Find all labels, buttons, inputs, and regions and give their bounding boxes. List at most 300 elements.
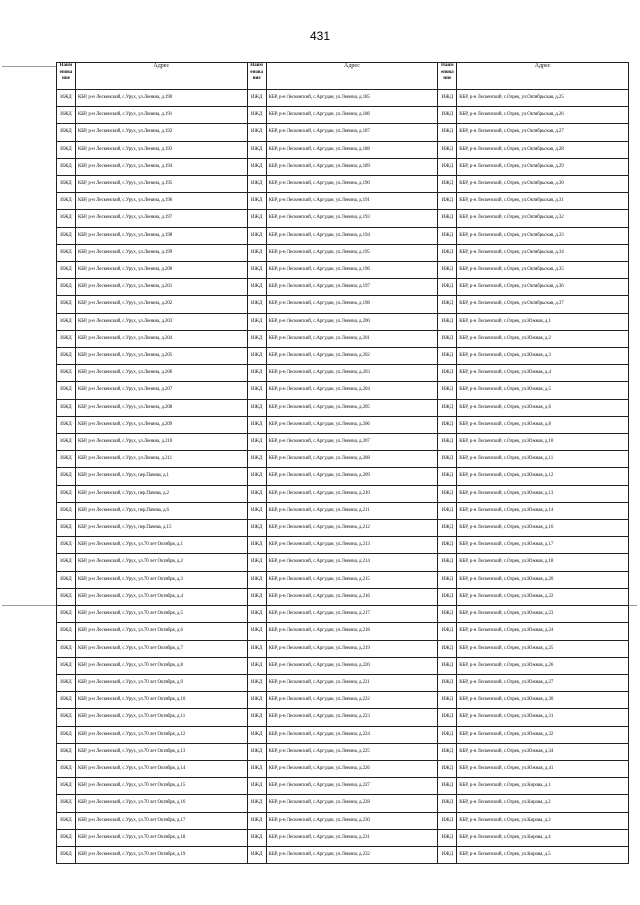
page-number: 431 bbox=[309, 29, 331, 43]
table-row bbox=[57, 502, 629, 519]
address-cell: КБР, р-н Лескенский, с.Озрек, ул.Кирова, д.4 bbox=[457, 829, 629, 846]
address-cell: КБР, р-н Лескенский, с.Аргудан, ул.Ленина, д.232 bbox=[266, 846, 438, 863]
address-cell: КБР, р-н Лескенский, с.Аргудан, ул.Ленина, д.195 bbox=[266, 244, 438, 261]
object-type-cell: ИЖД bbox=[57, 141, 76, 158]
address-cell: КБР, р-н Лескенский, с.Озрек, ул.Октябрьская, д.27 bbox=[457, 124, 629, 141]
address-cell: КБР, р-н Лескенский, с.Аргудан, ул.Ленина, д.224 bbox=[266, 726, 438, 743]
table-row bbox=[57, 588, 629, 605]
address-cell: КБР, р-н Лескенский, с.Озрек, ул.Южная, д.10 bbox=[457, 434, 629, 451]
object-type-cell: ИЖД bbox=[57, 588, 76, 605]
object-type-cell: ИЖД bbox=[57, 692, 76, 709]
address-cell: КБР, р-н Лескенский, с.Озрек, ул.Южная, д.4 bbox=[457, 365, 629, 382]
object-type-cell: ИЖД bbox=[57, 107, 76, 124]
object-type-cell: ИЖД bbox=[57, 674, 76, 691]
address-cell: КБР, р-н Лескенский, с.Урух, ул.70 лет Октября, д.19 bbox=[75, 846, 247, 863]
object-type-cell: ИЖД bbox=[247, 829, 266, 846]
address-cell: КБР, р-н Лескенский, с.Урух, ул.Ленина, д.199 bbox=[75, 244, 247, 261]
object-type-cell: ИЖД bbox=[57, 399, 76, 416]
table-row bbox=[57, 778, 629, 795]
address-cell: КБР, р-н Лескенский, с.Озрек, ул.Южная, д.23 bbox=[457, 606, 629, 623]
address-cell: КБР, р-н Лескенский, с.Урух, ул.Ленина, д.204 bbox=[75, 330, 247, 347]
address-cell: КБР, р-н Лескенский, с.Аргудан, ул.Ленина, д.216 bbox=[266, 588, 438, 605]
address-cell: КБР, р-н Лескенский, с.Урух, пер.Пачева, д.6 bbox=[75, 502, 247, 519]
object-type-cell: ИЖД bbox=[247, 795, 266, 812]
address-cell: КБР, р-н Лескенский, с.Урух, ул.70 лет Октября, д.7 bbox=[75, 640, 247, 657]
object-type-cell: ИЖД bbox=[438, 244, 457, 261]
object-type-cell: ИЖД bbox=[57, 709, 76, 726]
address-cell: КБР, р-н Лескенский, с.Аргудан, ул.Ленина, д.211 bbox=[266, 502, 438, 519]
address-cell: КБР, р-н Лескенский, с.Озрек, ул.Октябрьская, д.28 bbox=[457, 141, 629, 158]
object-type-cell: ИЖД bbox=[438, 107, 457, 124]
object-type-cell: ИЖД bbox=[247, 571, 266, 588]
address-cell: КБР, р-н Лескенский, с.Озрек, ул.Южная, д.27 bbox=[457, 674, 629, 691]
address-cell: КБР, р-н Лескенский, с.Озрек, ул.Южная, д.20 bbox=[457, 571, 629, 588]
table-row bbox=[57, 795, 629, 812]
object-type-cell: ИЖД bbox=[438, 657, 457, 674]
table-row bbox=[57, 846, 629, 863]
address-cell: КБР, р-н Лескенский, с.Урух, ул.70 лет Октября, д.12 bbox=[75, 726, 247, 743]
object-type-cell: ИЖД bbox=[247, 210, 266, 227]
address-cell: КБР, р-н Лескенский, с.Озрек, ул.Южная, д.13 bbox=[457, 485, 629, 502]
object-type-cell: ИЖД bbox=[57, 623, 76, 640]
object-type-cell: ИЖД bbox=[57, 640, 76, 657]
table-row bbox=[57, 743, 629, 760]
object-type-cell: ИЖД bbox=[438, 330, 457, 347]
object-type-cell: ИЖД bbox=[247, 588, 266, 605]
table-row bbox=[57, 468, 629, 485]
address-cell: КБР, р-н Лескенский, с.Урух, ул.70 лет Октября, д.9 bbox=[75, 674, 247, 691]
address-cell: КБР, р-н Лескенский, с.Аргудан, ул.Ленина, д.200 bbox=[266, 313, 438, 330]
object-type-cell: ИЖД bbox=[438, 846, 457, 863]
address-cell: КБР, р-н Лескенский, с.Урух, ул.70 лет Октября, д.18 bbox=[75, 829, 247, 846]
column-header-address: Адрес bbox=[457, 63, 629, 90]
address-table bbox=[56, 62, 629, 864]
object-type-cell: ИЖД bbox=[57, 743, 76, 760]
object-type-cell: ИЖД bbox=[247, 657, 266, 674]
object-type-cell: ИЖД bbox=[247, 141, 266, 158]
table-row bbox=[57, 829, 629, 846]
table-row bbox=[57, 227, 629, 244]
address-cell: КБР, р-н Лескенский, с.Озрек, ул.Южная, д.17 bbox=[457, 537, 629, 554]
address-cell: КБР, р-н Лескенский, с.Озрек, ул.Октябрьская, д.31 bbox=[457, 193, 629, 210]
table-row bbox=[57, 606, 629, 623]
column-header-type: Наименование bbox=[438, 63, 457, 90]
address-cell: КБР, р-н Лескенский, с.Озрек, ул.Октябрьская, д.26 bbox=[457, 107, 629, 124]
object-type-cell: ИЖД bbox=[57, 485, 76, 502]
object-type-cell: ИЖД bbox=[57, 451, 76, 468]
address-cell: КБР, р-н Лескенский, с.Озрек, ул.Южная, д.3 bbox=[457, 348, 629, 365]
object-type-cell: ИЖД bbox=[57, 778, 76, 795]
address-cell: КБР, р-н Лескенский, с.Озрек, ул.Южная, д.6 bbox=[457, 399, 629, 416]
address-cell: КБР, р-н Лескенский, с.Урух, ул.Ленина, д.200 bbox=[75, 262, 247, 279]
object-type-cell: ИЖД bbox=[247, 399, 266, 416]
object-type-cell: ИЖД bbox=[438, 158, 457, 175]
object-type-cell: ИЖД bbox=[247, 520, 266, 537]
scan-margin-line bbox=[2, 605, 56, 606]
table-row bbox=[57, 313, 629, 330]
object-type-cell: ИЖД bbox=[57, 502, 76, 519]
object-type-cell: ИЖД bbox=[247, 846, 266, 863]
address-cell: КБР, р-н Лескенский, с.Озрек, ул.Кирова, д.1 bbox=[457, 778, 629, 795]
object-type-cell: ИЖД bbox=[438, 726, 457, 743]
table-row bbox=[57, 244, 629, 261]
address-cell: КБР, р-н Лескенский, с.Озрек, ул.Кирова, д.5 bbox=[457, 846, 629, 863]
address-cell: КБР, р-н Лескенский, с.Урух, ул.Ленина, д.197 bbox=[75, 210, 247, 227]
object-type-cell: ИЖД bbox=[247, 726, 266, 743]
address-cell: КБР, р-н Лескенский, с.Аргудан, ул.Ленина, д.213 bbox=[266, 537, 438, 554]
address-cell: КБР, р-н Лескенский, с.Урух, ул.Ленина, д.198 bbox=[75, 227, 247, 244]
object-type-cell: ИЖД bbox=[57, 846, 76, 863]
address-cell: КБР, р-н Лескенский, с.Аргудан, ул.Ленина, д.219 bbox=[266, 640, 438, 657]
address-cell: КБР, р-н Лескенский, с.Аргудан, ул.Ленина, д.231 bbox=[266, 829, 438, 846]
object-type-cell: ИЖД bbox=[247, 640, 266, 657]
object-type-cell: ИЖД bbox=[438, 399, 457, 416]
object-type-cell: ИЖД bbox=[57, 313, 76, 330]
address-cell: КБР, р-н Лескенский, с.Аргудан, ул.Ленина, д.187 bbox=[266, 124, 438, 141]
address-cell: КБР, р-н Лескенский, с.Аргудан, ул.Ленина, д.193 bbox=[266, 210, 438, 227]
address-cell: КБР, р-н Лескенский, с.Урух, ул.Ленина, д.207 bbox=[75, 382, 247, 399]
table-row bbox=[57, 399, 629, 416]
object-type-cell: ИЖД bbox=[438, 502, 457, 519]
address-cell: КБР, р-н Лескенский, с.Урух, ул.Ленина, д.194 bbox=[75, 158, 247, 175]
object-type-cell: ИЖД bbox=[438, 348, 457, 365]
address-cell: КБР, р-н Лескенский, с.Урух, ул.70 лет Октября, д.13 bbox=[75, 743, 247, 760]
address-cell: КБР, р-н Лескенский, с.Урух, ул.70 лет Октября, д.14 bbox=[75, 760, 247, 777]
object-type-cell: ИЖД bbox=[57, 434, 76, 451]
address-cell: КБР, р-н Лескенский, с.Урух, ул.Ленина, д.202 bbox=[75, 296, 247, 313]
table-row bbox=[57, 520, 629, 537]
object-type-cell: ИЖД bbox=[247, 537, 266, 554]
address-cell: КБР, р-н Лескенский, с.Аргудан, ул.Ленина, д.185 bbox=[266, 90, 438, 107]
address-cell: КБР, р-н Лескенский, с.Урух, пер.Пачева, д.1 bbox=[75, 468, 247, 485]
object-type-cell: ИЖД bbox=[247, 158, 266, 175]
address-cell: КБР, р-н Лескенский, с.Аргудан, ул.Ленина, д.210 bbox=[266, 485, 438, 502]
address-cell: КБР, р-н Лескенский, с.Аргудан, ул.Ленина, д.225 bbox=[266, 743, 438, 760]
object-type-cell: ИЖД bbox=[438, 571, 457, 588]
object-type-cell: ИЖД bbox=[247, 692, 266, 709]
object-type-cell: ИЖД bbox=[438, 210, 457, 227]
object-type-cell: ИЖД bbox=[438, 262, 457, 279]
object-type-cell: ИЖД bbox=[438, 382, 457, 399]
column-header-address: Адрес bbox=[266, 63, 438, 90]
table-row bbox=[57, 434, 629, 451]
object-type-cell: ИЖД bbox=[57, 382, 76, 399]
object-type-cell: ИЖД bbox=[247, 296, 266, 313]
object-type-cell: ИЖД bbox=[438, 227, 457, 244]
object-type-cell: ИЖД bbox=[57, 176, 76, 193]
object-type-cell: ИЖД bbox=[247, 244, 266, 261]
address-cell: КБР, р-н Лескенский, с.Аргудан, ул.Ленина, д.214 bbox=[266, 554, 438, 571]
table-row bbox=[57, 262, 629, 279]
object-type-cell: ИЖД bbox=[57, 330, 76, 347]
object-type-cell: ИЖД bbox=[247, 674, 266, 691]
object-type-cell: ИЖД bbox=[57, 760, 76, 777]
object-type-cell: ИЖД bbox=[247, 262, 266, 279]
table-row bbox=[57, 296, 629, 313]
address-cell: КБР, р-н Лескенский, с.Озрек, ул.Кирова, д.2 bbox=[457, 795, 629, 812]
object-type-cell: ИЖД bbox=[57, 210, 76, 227]
address-cell: КБР, р-н Лескенский, с.Озрек, ул.Октябрьская, д.34 bbox=[457, 244, 629, 261]
address-cell: КБР, р-н Лескенский, с.Урух, ул.70 лет Октября, д.8 bbox=[75, 657, 247, 674]
address-cell: КБР, р-н Лескенский, с.Урух, ул.70 лет Октября, д.4 bbox=[75, 588, 247, 605]
object-type-cell: ИЖД bbox=[438, 640, 457, 657]
address-cell: КБР, р-н Лескенский, с.Урух, ул.Ленина, д.209 bbox=[75, 416, 247, 433]
address-cell: КБР, р-н Лескенский, с.Озрек, ул.Октябрьская, д.29 bbox=[457, 158, 629, 175]
object-type-cell: ИЖД bbox=[438, 485, 457, 502]
object-type-cell: ИЖД bbox=[57, 829, 76, 846]
object-type-cell: ИЖД bbox=[57, 279, 76, 296]
address-cell: КБР, р-н Лескенский, с.Озрек, ул.Южная, д.11 bbox=[457, 451, 629, 468]
address-cell: КБР, р-н Лескенский, с.Урух, ул.Ленина, д.203 bbox=[75, 313, 247, 330]
address-cell: КБР, р-н Лескенский, с.Аргудан, ул.Ленина, д.189 bbox=[266, 158, 438, 175]
address-cell: КБР, р-н Лескенский, с.Аргудан, ул.Ленина, д.227 bbox=[266, 778, 438, 795]
object-type-cell: ИЖД bbox=[57, 365, 76, 382]
address-cell: КБР, р-н Лескенский, с.Урух, ул.70 лет Октября, д.2 bbox=[75, 554, 247, 571]
object-type-cell: ИЖД bbox=[438, 434, 457, 451]
table-row bbox=[57, 760, 629, 777]
address-cell: КБР, р-н Лескенский, с.Урух, ул.Ленина, д.193 bbox=[75, 141, 247, 158]
object-type-cell: ИЖД bbox=[438, 554, 457, 571]
column-header-type: Наименование bbox=[57, 63, 76, 90]
address-cell: КБР, р-н Лескенский, с.Аргудан, ул.Ленина, д.230 bbox=[266, 812, 438, 829]
address-cell: КБР, р-н Лескенский, с.Урух, ул.Ленина, д.201 bbox=[75, 279, 247, 296]
address-cell: КБР, р-н Лескенский, с.Урух, ул.70 лет Октября, д.16 bbox=[75, 795, 247, 812]
object-type-cell: ИЖД bbox=[247, 709, 266, 726]
object-type-cell: ИЖД bbox=[57, 795, 76, 812]
address-cell: КБР, р-н Лескенский, с.Аргудан, ул.Ленина, д.221 bbox=[266, 674, 438, 691]
object-type-cell: ИЖД bbox=[57, 124, 76, 141]
address-cell: КБР, р-н Лескенский, с.Озрек, ул.Южная, д.12 bbox=[457, 468, 629, 485]
object-type-cell: ИЖД bbox=[438, 674, 457, 691]
address-cell: КБР, р-н Лескенский, с.Урух, ул.Ленина, д.205 bbox=[75, 348, 247, 365]
object-type-cell: ИЖД bbox=[438, 588, 457, 605]
object-type-cell: ИЖД bbox=[247, 434, 266, 451]
table-row bbox=[57, 382, 629, 399]
address-cell: КБР, р-н Лескенский, с.Озрек, ул.Южная, д.1 bbox=[457, 313, 629, 330]
table-row bbox=[57, 141, 629, 158]
object-type-cell: ИЖД bbox=[247, 90, 266, 107]
table-row bbox=[57, 158, 629, 175]
table-row bbox=[57, 726, 629, 743]
object-type-cell: ИЖД bbox=[438, 709, 457, 726]
address-cell: КБР, р-н Лескенский, с.Озрек, ул.Южная, д.26 bbox=[457, 657, 629, 674]
address-cell: КБР, р-н Лескенский, с.Озрек, ул.Октябрьская, д.32 bbox=[457, 210, 629, 227]
address-cell: КБР, р-н Лескенский, с.Аргудан, ул.Ленина, д.203 bbox=[266, 365, 438, 382]
address-cell: КБР, р-н Лескенский, с.Озрек, ул.Южная, д.34 bbox=[457, 743, 629, 760]
address-cell: КБР, р-н Лескенский, с.Аргудан, ул.Ленина, д.198 bbox=[266, 296, 438, 313]
address-cell: КБР, р-н Лескенский, с.Урух, ул.Ленина, д.208 bbox=[75, 399, 247, 416]
address-cell: КБР, р-н Лескенский, с.Урух, ул.Ленина, д.191 bbox=[75, 107, 247, 124]
table-row bbox=[57, 623, 629, 640]
address-cell: КБР, р-н Лескенский, с.Урух, ул.Ленина, д.190 bbox=[75, 90, 247, 107]
object-type-cell: ИЖД bbox=[57, 554, 76, 571]
object-type-cell: ИЖД bbox=[247, 176, 266, 193]
object-type-cell: ИЖД bbox=[438, 451, 457, 468]
table-row bbox=[57, 485, 629, 502]
object-type-cell: ИЖД bbox=[247, 743, 266, 760]
address-cell: КБР, р-н Лескенский, с.Аргудан, ул.Ленина, д.220 bbox=[266, 657, 438, 674]
address-cell: КБР, р-н Лескенский, с.Аргудан, ул.Ленина, д.228 bbox=[266, 795, 438, 812]
object-type-cell: ИЖД bbox=[247, 382, 266, 399]
address-cell: КБР, р-н Лескенский, с.Аргудан, ул.Ленина, д.209 bbox=[266, 468, 438, 485]
address-cell: КБР, р-н Лескенский, с.Озрек, ул.Южная, д.41 bbox=[457, 760, 629, 777]
address-cell: КБР, р-н Лескенский, с.Аргудан, ул.Ленина, д.204 bbox=[266, 382, 438, 399]
object-type-cell: ИЖД bbox=[247, 124, 266, 141]
address-cell: КБР, р-н Лескенский, с.Аргудан, ул.Ленина, д.212 bbox=[266, 520, 438, 537]
object-type-cell: ИЖД bbox=[438, 606, 457, 623]
address-cell: КБР, р-н Лескенский, с.Озрек, ул.Кирова, д.3 bbox=[457, 812, 629, 829]
object-type-cell: ИЖД bbox=[57, 227, 76, 244]
object-type-cell: ИЖД bbox=[247, 416, 266, 433]
object-type-cell: ИЖД bbox=[438, 520, 457, 537]
object-type-cell: ИЖД bbox=[438, 124, 457, 141]
table-row bbox=[57, 674, 629, 691]
table-row bbox=[57, 210, 629, 227]
address-cell: КБР, р-н Лескенский, с.Урух, ул.70 лет Октября, д.1 bbox=[75, 537, 247, 554]
table-row bbox=[57, 640, 629, 657]
address-cell: КБР, р-н Лескенский, с.Озрек, ул.Южная, д.18 bbox=[457, 554, 629, 571]
column-header-type: Наименование bbox=[247, 63, 266, 90]
object-type-cell: ИЖД bbox=[57, 606, 76, 623]
object-type-cell: ИЖД bbox=[438, 795, 457, 812]
address-cell: КБР, р-н Лескенский, с.Аргудан, ул.Ленина, д.196 bbox=[266, 262, 438, 279]
object-type-cell: ИЖД bbox=[438, 829, 457, 846]
scan-margin-line bbox=[2, 66, 56, 67]
address-cell: КБР, р-н Лескенский, с.Аргудан, ул.Ленина, д.223 bbox=[266, 709, 438, 726]
object-type-cell: ИЖД bbox=[438, 313, 457, 330]
table-row bbox=[57, 330, 629, 347]
object-type-cell: ИЖД bbox=[57, 468, 76, 485]
address-cell: КБР, р-н Лескенский, с.Озрек, ул.Октябрьская, д.36 bbox=[457, 279, 629, 296]
object-type-cell: ИЖД bbox=[247, 313, 266, 330]
address-cell: КБР, р-н Лескенский, с.Озрек, ул.Южная, д.5 bbox=[457, 382, 629, 399]
table-row bbox=[57, 416, 629, 433]
address-cell: КБР, р-н Лескенский, с.Урух, ул.Ленина, д.192 bbox=[75, 124, 247, 141]
address-cell: КБР, р-н Лескенский, с.Аргудан, ул.Ленина, д.205 bbox=[266, 399, 438, 416]
address-cell: КБР, р-н Лескенский, с.Аргудан, ул.Ленина, д.197 bbox=[266, 279, 438, 296]
address-cell: КБР, р-н Лескенский, с.Озрек, ул.Южная, д.22 bbox=[457, 588, 629, 605]
address-cell: КБР, р-н Лескенский, с.Урух, ул.Ленина, д.210 bbox=[75, 434, 247, 451]
object-type-cell: ИЖД bbox=[438, 760, 457, 777]
address-cell: КБР, р-н Лескенский, с.Аргудан, ул.Ленина, д.226 bbox=[266, 760, 438, 777]
object-type-cell: ИЖД bbox=[247, 227, 266, 244]
table-row bbox=[57, 692, 629, 709]
address-cell: КБР, р-н Лескенский, с.Аргудан, ул.Ленина, д.215 bbox=[266, 571, 438, 588]
object-type-cell: ИЖД bbox=[438, 176, 457, 193]
table-row bbox=[57, 657, 629, 674]
table-row bbox=[57, 365, 629, 382]
address-cell: КБР, р-н Лескенский, с.Аргудан, ул.Ленина, д.188 bbox=[266, 141, 438, 158]
table-row bbox=[57, 571, 629, 588]
object-type-cell: ИЖД bbox=[247, 606, 266, 623]
address-cell: КБР, р-н Лескенский, с.Аргудан, ул.Ленина, д.190 bbox=[266, 176, 438, 193]
address-cell: КБР, р-н Лескенский, с.Аргудан, ул.Ленина, д.201 bbox=[266, 330, 438, 347]
address-cell: КБР, р-н Лескенский, с.Урух, пер.Пачева, д.15 bbox=[75, 520, 247, 537]
address-cell: КБР, р-н Лескенский, с.Озрек, ул.Южная, д.8 bbox=[457, 416, 629, 433]
address-cell: КБР, р-н Лескенский, с.Аргудан, ул.Ленина, д.208 bbox=[266, 451, 438, 468]
object-type-cell: ИЖД bbox=[438, 623, 457, 640]
object-type-cell: ИЖД bbox=[438, 279, 457, 296]
table-row bbox=[57, 107, 629, 124]
address-cell: КБР, р-н Лескенский, с.Озрек, ул.Южная, д.14 bbox=[457, 502, 629, 519]
address-cell: КБР, р-н Лескенский, с.Озрек, ул.Октябрьская, д.33 bbox=[457, 227, 629, 244]
object-type-cell: ИЖД bbox=[247, 107, 266, 124]
table-row bbox=[57, 90, 629, 107]
address-cell: КБР, р-н Лескенский, с.Озрек, ул.Южная, д.24 bbox=[457, 623, 629, 640]
object-type-cell: ИЖД bbox=[247, 812, 266, 829]
address-cell: КБР, р-н Лескенский, с.Урух, ул.70 лет Октября, д.17 bbox=[75, 812, 247, 829]
object-type-cell: ИЖД bbox=[57, 158, 76, 175]
object-type-cell: ИЖД bbox=[438, 812, 457, 829]
object-type-cell: ИЖД bbox=[438, 416, 457, 433]
table-row bbox=[57, 176, 629, 193]
object-type-cell: ИЖД bbox=[57, 193, 76, 210]
object-type-cell: ИЖД bbox=[438, 90, 457, 107]
object-type-cell: ИЖД bbox=[57, 726, 76, 743]
column-header-address: Адрес bbox=[75, 63, 247, 90]
object-type-cell: ИЖД bbox=[247, 554, 266, 571]
object-type-cell: ИЖД bbox=[438, 365, 457, 382]
object-type-cell: ИЖД bbox=[438, 537, 457, 554]
address-cell: КБР, р-н Лескенский, с.Урух, ул.70 лет Октября, д.11 bbox=[75, 709, 247, 726]
address-cell: КБР, р-н Лескенский, с.Озрек, ул.Южная, д.25 bbox=[457, 640, 629, 657]
table-row bbox=[57, 812, 629, 829]
address-cell: КБР, р-н Лескенский, с.Озрек, ул.Южная, д.30 bbox=[457, 692, 629, 709]
address-cell: КБР, р-н Лескенский, с.Аргудан, ул.Ленина, д.191 bbox=[266, 193, 438, 210]
object-type-cell: ИЖД bbox=[438, 296, 457, 313]
object-type-cell: ИЖД bbox=[57, 520, 76, 537]
object-type-cell: ИЖД bbox=[247, 760, 266, 777]
address-cell: КБР, р-н Лескенский, с.Озрек, ул.Октябрьская, д.30 bbox=[457, 176, 629, 193]
object-type-cell: ИЖД bbox=[57, 657, 76, 674]
object-type-cell: ИЖД bbox=[57, 296, 76, 313]
address-cell: КБР, р-н Лескенский, с.Озрек, ул.Южная, д.32 bbox=[457, 726, 629, 743]
object-type-cell: ИЖД bbox=[438, 692, 457, 709]
object-type-cell: ИЖД bbox=[57, 571, 76, 588]
table-row bbox=[57, 124, 629, 141]
object-type-cell: ИЖД bbox=[247, 778, 266, 795]
address-cell: КБР, р-н Лескенский, с.Озрек, ул.Октябрьская, д.37 bbox=[457, 296, 629, 313]
table-row bbox=[57, 279, 629, 296]
object-type-cell: ИЖД bbox=[247, 502, 266, 519]
address-cell: КБР, р-н Лескенский, с.Аргудан, ул.Ленина, д.222 bbox=[266, 692, 438, 709]
table-body bbox=[57, 90, 629, 864]
address-cell: КБР, р-н Лескенский, с.Урух, ул.Ленина, д.196 bbox=[75, 193, 247, 210]
table-header-row bbox=[57, 63, 629, 90]
address-cell: КБР, р-н Лескенский, с.Аргудан, ул.Ленина, д.207 bbox=[266, 434, 438, 451]
object-type-cell: ИЖД bbox=[57, 812, 76, 829]
address-cell: КБР, р-н Лескенский, с.Урух, ул.Ленина, д.206 bbox=[75, 365, 247, 382]
object-type-cell: ИЖД bbox=[57, 262, 76, 279]
object-type-cell: ИЖД bbox=[57, 244, 76, 261]
object-type-cell: ИЖД bbox=[247, 193, 266, 210]
object-type-cell: ИЖД bbox=[438, 743, 457, 760]
object-type-cell: ИЖД bbox=[247, 279, 266, 296]
address-cell: КБР, р-н Лескенский, с.Аргудан, ул.Ленина, д.186 bbox=[266, 107, 438, 124]
object-type-cell: ИЖД bbox=[247, 365, 266, 382]
table-row bbox=[57, 451, 629, 468]
address-cell: КБР, р-н Лескенский, с.Аргудан, ул.Ленина, д.217 bbox=[266, 606, 438, 623]
address-cell: КБР, р-н Лескенский, с.Урух, ул.70 лет Октября, д.10 bbox=[75, 692, 247, 709]
address-cell: КБР, р-н Лескенский, с.Озрек, ул.Южная, д.2 bbox=[457, 330, 629, 347]
object-type-cell: ИЖД bbox=[247, 623, 266, 640]
address-cell: КБР, р-н Лескенский, с.Озрек, ул.Южная, д.16 bbox=[457, 520, 629, 537]
object-type-cell: ИЖД bbox=[247, 468, 266, 485]
address-cell: КБР, р-н Лескенский, с.Урух, пер.Пачева, д.2 bbox=[75, 485, 247, 502]
table-row bbox=[57, 709, 629, 726]
object-type-cell: ИЖД bbox=[438, 468, 457, 485]
object-type-cell: ИЖД bbox=[57, 348, 76, 365]
